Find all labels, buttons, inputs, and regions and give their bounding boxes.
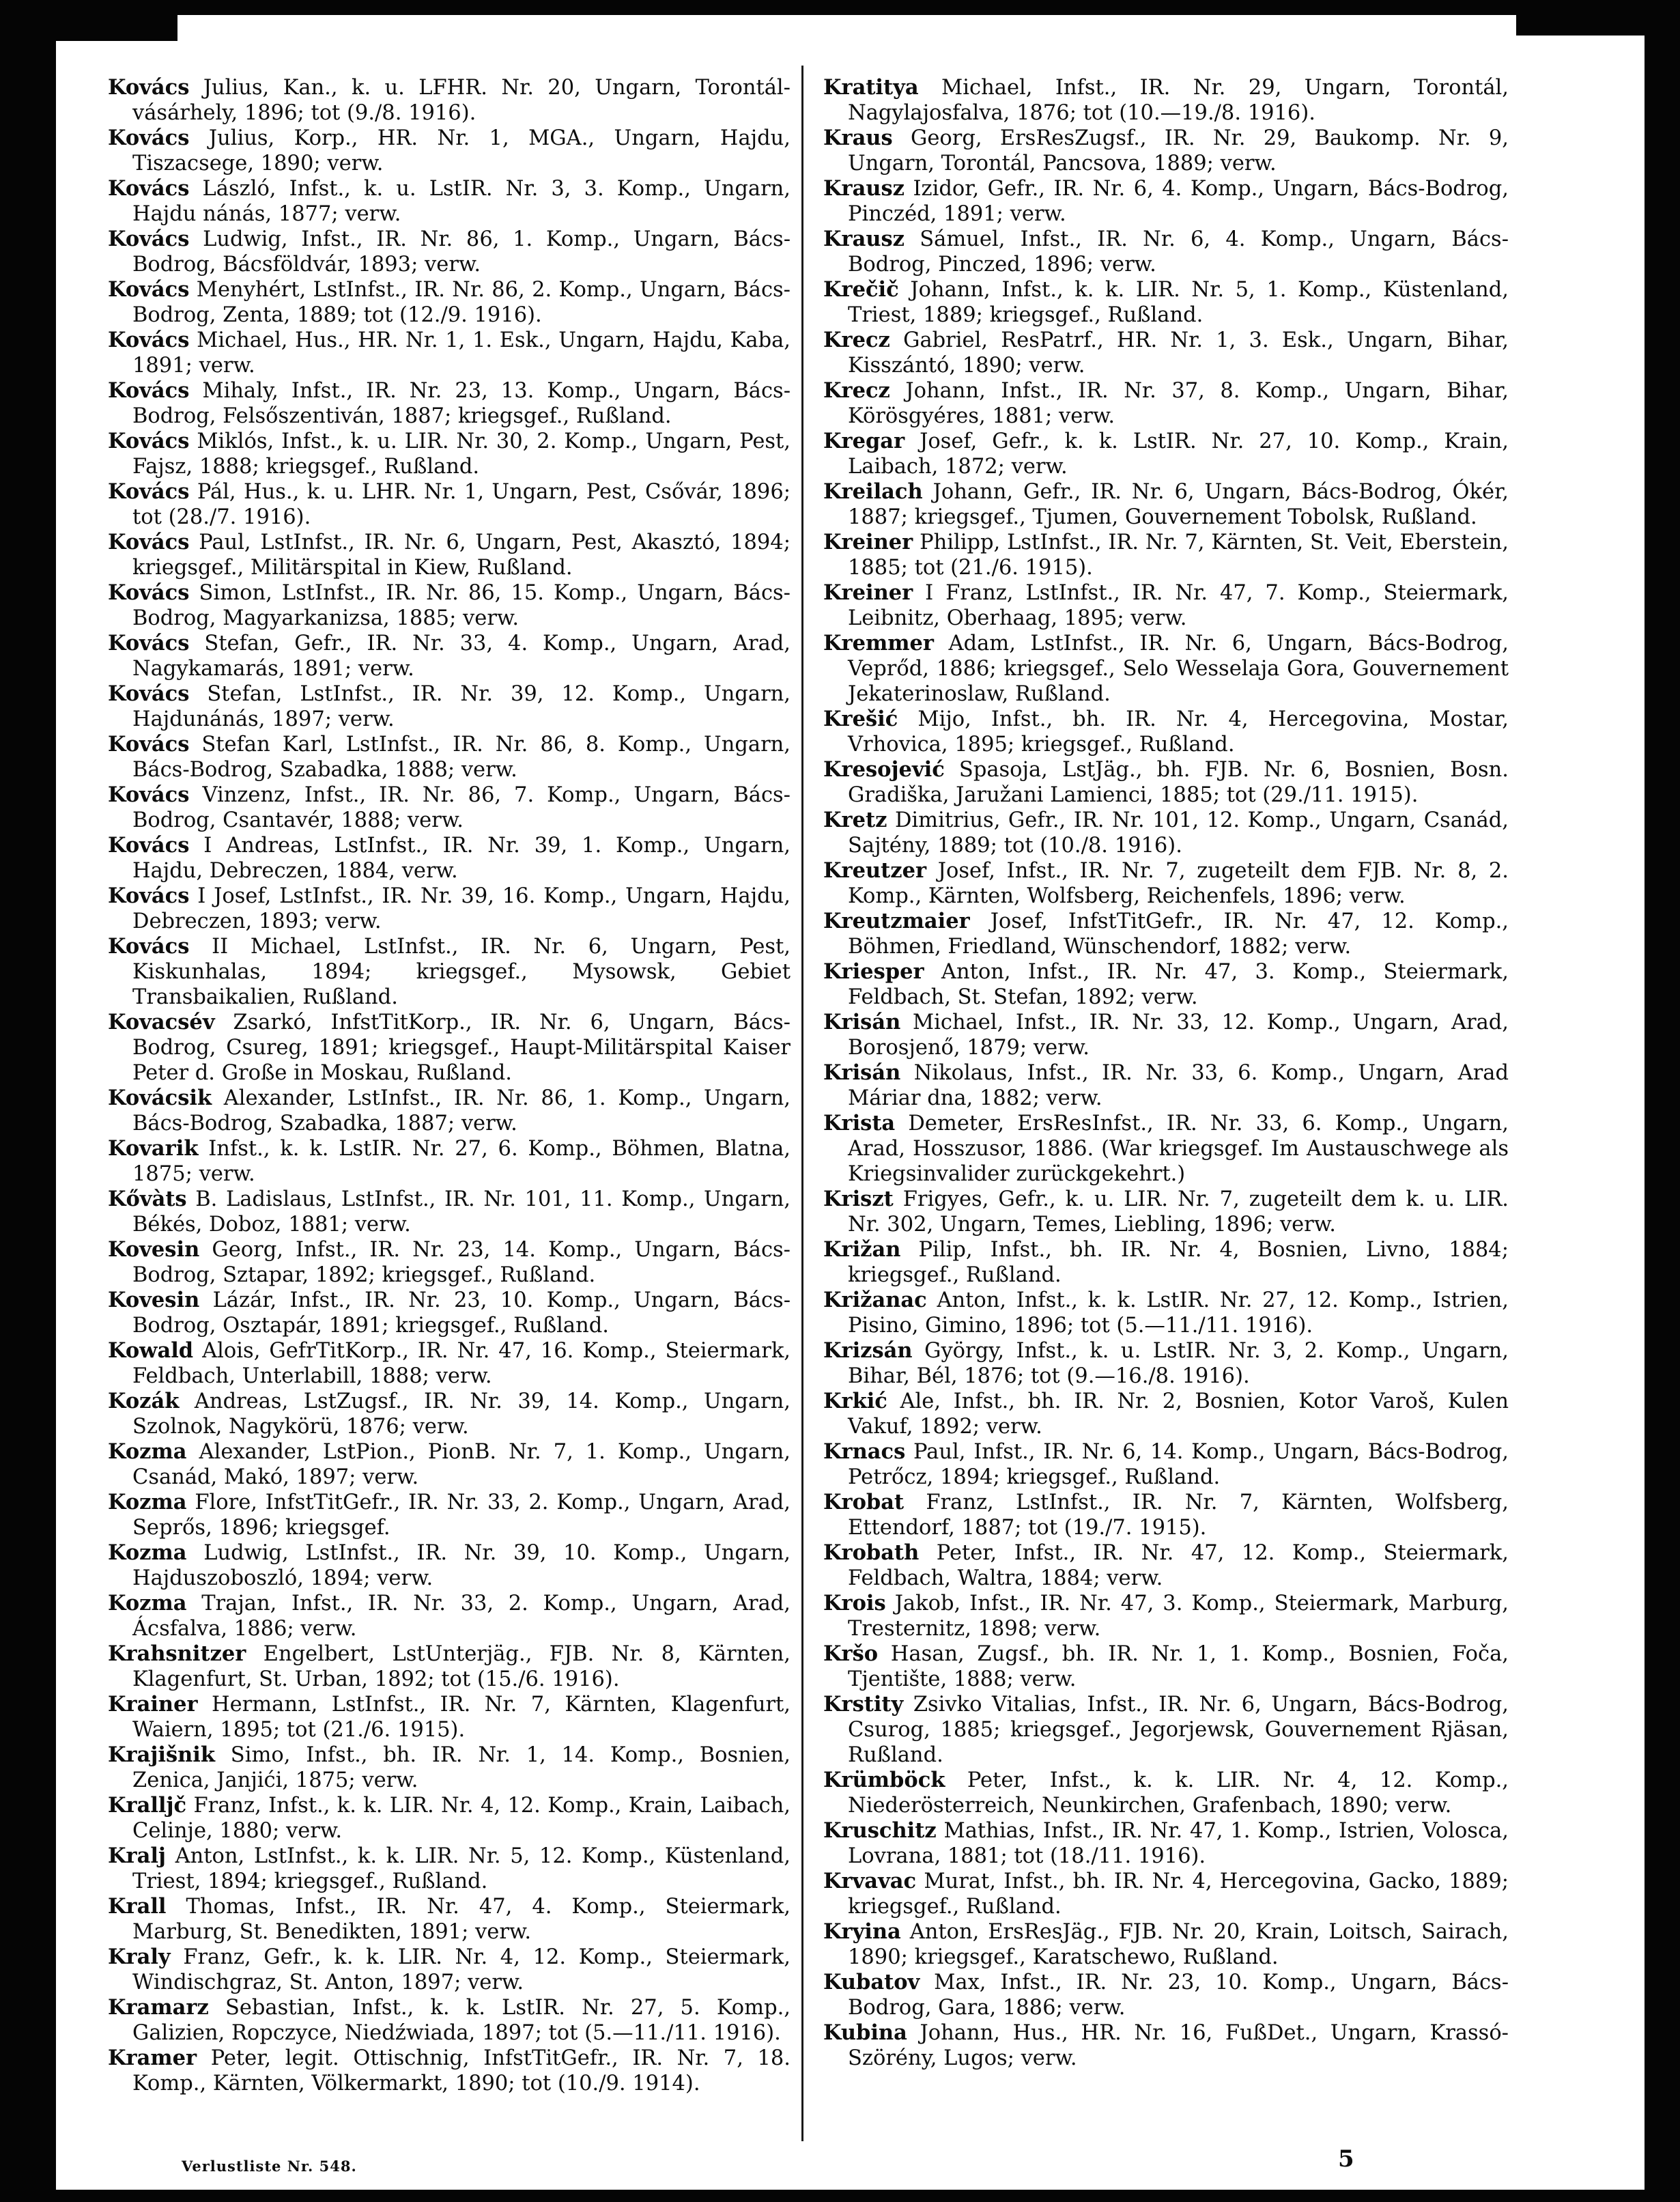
entry-details: Michael, Hus., HR. Nr. 1, 1. Esk., Ungarn, Hajdu, Kaba, 1891; verw.	[132, 328, 791, 378]
entry-surname: Kovács	[108, 631, 190, 655]
entry-surname: Kozák	[108, 1389, 180, 1413]
list-entry	[823, 1540, 1509, 1591]
list-entry	[823, 1439, 1509, 1490]
entry-surname: Krvavac	[823, 1869, 917, 1893]
entry-details: Demeter, ErsResInfst., IR. Nr. 33, 6. Komp., Ungarn, Arad, Hosszusor, 1886. (War kriegsgef. Im Austauschwege als Kriegsinvalider zurückgekehrt.)	[848, 1112, 1509, 1186]
entry-surname: Krois	[823, 1591, 886, 1615]
list-entry	[823, 479, 1509, 530]
list-entry	[108, 1591, 791, 1641]
entry-surname: Krisán	[823, 1060, 901, 1085]
list-entry	[823, 227, 1509, 277]
list-entry	[108, 1995, 791, 2046]
list-entry	[108, 1844, 791, 1894]
entry-details: Josef, Gefr., k. k. LstIR. Nr. 27, 10. Komp., Krain, Laibach, 1872; verw.	[848, 429, 1509, 479]
list-entry	[823, 909, 1509, 959]
list-entry	[108, 2046, 791, 2096]
entry-surname: Kovács	[108, 479, 190, 504]
entry-details: Anton, LstInfst., k. k. LIR. Nr. 5, 12. Komp., Küstenland, Triest, 1894; kriegsgef., Rußland.	[132, 1844, 791, 1893]
entry-surname: Kovács	[108, 732, 190, 757]
list-entry	[108, 479, 791, 530]
entry-details: Stefan Karl, LstInfst., IR. Nr. 86, 8. Komp., Ungarn, Bács-Bodrog, Szabadka, 1888; verw.	[132, 733, 791, 782]
entry-surname: Kovácsik	[108, 1086, 212, 1110]
list-entry	[108, 1439, 791, 1490]
entry-surname: Kovács	[108, 429, 190, 453]
list-entry	[823, 1010, 1509, 1060]
entry-details: Hasan, Zugsf., bh. IR. Nr. 1, 1. Komp., Bosnien, Foča, Tjentište, 1888; verw.	[848, 1642, 1509, 1691]
list-entry	[108, 1136, 791, 1187]
entry-surname: Kraly	[108, 1945, 171, 1969]
left-column	[108, 75, 791, 2096]
entry-details: Peter, legit. Ottischnig, InfstTitGefr., IR. Nr. 7, 18. Komp., Kärnten, Völkermarkt, 1890; tot (10./9. 1914).	[132, 2046, 791, 2095]
entry-details: Mihaly, Infst., IR. Nr. 23, 13. Komp., Ungarn, Bács-Bodrog, Felsőszentiván, 1887; kriegsgef., Rußland.	[132, 379, 791, 428]
list-entry	[823, 580, 1509, 631]
entry-surname: Križan	[823, 1237, 901, 1262]
entry-details: II Michael, LstInfst., IR. Nr. 6, Ungarn, Pest, Kiskunhalas, 1894; kriegsgef., Mysowsk, Gebiet Transbaikalien, Rußland.	[132, 935, 791, 1009]
entry-surname: Krkić	[823, 1389, 887, 1413]
list-entry	[108, 1086, 791, 1136]
entry-details: Alexander, LstInfst., IR. Nr. 86, 1. Komp., Ungarn, Bács-Bodrog, Szabadka, 1887; verw.	[132, 1086, 791, 1135]
entry-surname: Kozma	[108, 1490, 187, 1514]
list-entry	[823, 1768, 1509, 1818]
page-number: 5	[1338, 2145, 1354, 2173]
scan-corner-top-left	[0, 0, 177, 41]
entry-surname: Kovács	[108, 884, 190, 908]
entry-surname: Kovács	[108, 782, 190, 807]
list-entry	[823, 378, 1509, 429]
list-entry	[108, 328, 791, 378]
list-entry	[823, 75, 1509, 126]
list-entry	[823, 328, 1509, 378]
entry-details: I Andreas, LstInfst., IR. Nr. 39, 1. Komp., Ungarn, Hajdu, Debreczen, 1884, verw.	[132, 834, 791, 883]
entry-surname: Kozma	[108, 1591, 187, 1615]
entry-details: Dimitrius, Gefr., IR. Nr. 101, 12. Komp., Ungarn, Csanád, Sajtény, 1889; tot (10./8. 1916).	[848, 808, 1509, 858]
entry-surname: Kregar	[823, 429, 905, 453]
entry-details: Anton, ErsResJäg., FJB. Nr. 20, Krain, Loitsch, Sairach, 1890; kriegsgef., Karatschewo, Rußland.	[848, 1920, 1509, 1969]
entry-details: Nikolaus, Infst., IR. Nr. 33, 6. Komp., Ungarn, Arad Máriar dna, 1882; verw.	[848, 1061, 1509, 1110]
entry-details: Sámuel, Infst., IR. Nr. 6, 4. Komp., Ungarn, Bács-Bodrog, Pinczed, 1896; verw.	[848, 227, 1509, 277]
scan-border-left	[0, 0, 56, 2202]
entry-surname: Krobath	[823, 1540, 920, 1565]
entry-details: Alois, GefrTitKorp., IR. Nr. 47, 16. Komp., Steiermark, Feldbach, Unterlabill, 1888; verw.	[132, 1339, 791, 1388]
entry-details: Johann, Gefr., IR. Nr. 6, Ungarn, Bács-Bodrog, Ókér, 1887; kriegsgef., Tjumen, Gouvernement Tobolsk, Rußland.	[848, 480, 1509, 529]
entry-surname: Krecz	[823, 328, 890, 352]
entry-surname: Kovács	[108, 833, 190, 858]
entry-surname: Krisán	[823, 1010, 901, 1034]
list-entry	[823, 1919, 1509, 1970]
entry-details: Stefan, Gefr., IR. Nr. 33, 4. Komp., Ungarn, Arad, Nagykamarás, 1891; verw.	[132, 632, 791, 681]
entry-surname: Kršo	[823, 1641, 879, 1666]
entry-surname: Kozma	[108, 1439, 187, 1464]
list-entry	[108, 1945, 791, 1995]
entry-details: Izidor, Gefr., IR. Nr. 6, 4. Komp., Ungarn, Bács-Bodrog, Pinczéd, 1891; verw.	[848, 177, 1509, 226]
list-entry	[823, 1288, 1509, 1338]
entry-surname: Kovesin	[108, 1288, 200, 1312]
list-entry	[823, 530, 1509, 580]
list-entry	[108, 782, 791, 833]
entry-details: Mathias, Infst., IR. Nr. 47, 1. Komp., Istrien, Volosca, Lovrana, 1881; tot (18./11. 1916).	[848, 1819, 1509, 1868]
entry-details: Georg, Infst., IR. Nr. 23, 14. Komp., Ungarn, Bács-Bodrog, Sztapar, 1892; kriegsgef., Rußland.	[132, 1238, 791, 1287]
entry-details: Pilip, Infst., bh. IR. Nr. 4, Bosnien, Livno, 1884; kriegsgef., Rußland.	[848, 1238, 1509, 1287]
list-entry	[108, 1288, 791, 1338]
list-entry	[108, 1641, 791, 1692]
entry-details: I Franz, LstInfst., IR. Nr. 47, 7. Komp., Steiermark, Leibnitz, Oberhaag, 1895; verw.	[848, 581, 1509, 630]
list-entry	[108, 580, 791, 631]
list-entry	[108, 1793, 791, 1844]
list-entry	[108, 1010, 791, 1086]
right-column	[823, 75, 1509, 2071]
entry-details: Mijo, Infst., bh. IR. Nr. 4, Hercegovina, Mostar, Vrhovica, 1895; kriegsgef., Rußland.	[848, 707, 1509, 757]
entry-details: György, Infst., k. u. LstIR. Nr. 3, 2. Komp., Ungarn, Bihar, Bél, 1876; tot (9.—16./8. 1916).	[848, 1339, 1509, 1388]
list-entry	[108, 126, 791, 176]
entry-details: Jakob, Infst., IR. Nr. 47, 3. Komp., Steiermark, Marburg, Tresternitz, 1898; verw.	[848, 1592, 1509, 1641]
entry-details: Johann, Infst., k. k. LIR. Nr. 5, 1. Komp., Küstenland, Triest, 1889; kriegsgef., Rußland.	[848, 278, 1509, 327]
entry-surname: Kovács	[108, 934, 190, 959]
list-entry	[108, 631, 791, 681]
list-entry	[108, 1389, 791, 1439]
entry-surname: Kramarz	[108, 1995, 209, 2020]
list-entry	[823, 808, 1509, 858]
list-entry	[823, 1060, 1509, 1111]
entry-details: Frigyes, Gefr., k. u. LIR. Nr. 7, zugeteilt dem k. u. LIR. Nr. 302, Ungarn, Temes, Liebling, 1896; verw.	[848, 1187, 1509, 1237]
entry-details: Engelbert, LstUnterjäg., FJB. Nr. 8, Kärnten, Klagenfurt, St. Urban, 1892; tot (15./6. 1916).	[132, 1642, 791, 1691]
scan-border-top	[0, 0, 1680, 15]
list-entry	[108, 1894, 791, 1945]
list-entry	[108, 732, 791, 782]
entry-surname: Kriszt	[823, 1187, 894, 1211]
entry-surname: Krajišnik	[108, 1742, 216, 1767]
entry-surname: Kovacsév	[108, 1010, 215, 1034]
entry-surname: Kovács	[108, 126, 190, 150]
list-entry	[823, 1338, 1509, 1389]
entry-surname: Krista	[823, 1111, 896, 1135]
entry-details: Sebastian, Infst., k. k. LstIR. Nr. 27, 5. Komp., Galizien, Ropczyce, Niedźwiada, 1897; tot (5.—11./11. 1916).	[132, 1996, 791, 2045]
entry-surname: Kralj	[108, 1844, 166, 1868]
list-entry	[108, 1338, 791, 1389]
entry-details: Stefan, LstInfst., IR. Nr. 39, 12. Komp., Ungarn, Hajdunánás, 1897; verw.	[132, 682, 791, 731]
entry-details: Zsivko Vitalias, Infst., IR. Nr. 6, Ungarn, Bács-Bodrog, Csurog, 1885; kriegsgef., Jegorjewsk, Gouvernement Rjäsan, Rußland.	[848, 1693, 1509, 1767]
list-entry	[108, 1540, 791, 1591]
list-entry	[108, 1490, 791, 1540]
list-entry	[823, 631, 1509, 707]
entry-surname: Kreiner	[823, 530, 913, 554]
entry-surname: Krizsán	[823, 1338, 913, 1363]
list-entry	[823, 1692, 1509, 1768]
list-entry	[108, 833, 791, 884]
entry-surname: Kovács	[108, 75, 190, 100]
entry-details: Menyhért, LstInfst., IR. Nr. 86, 2. Komp., Ungarn, Bács-Bodrog, Zenta, 1889; tot (12./9. 1916).	[132, 278, 791, 327]
list-entry	[108, 429, 791, 479]
entry-details: Peter, Infst., k. k. LIR. Nr. 4, 12. Komp., Niederösterreich, Neunkirchen, Grafenbach, 1890; verw.	[848, 1768, 1509, 1818]
entry-details: Georg, ErsResZugsf., IR. Nr. 29, Baukomp. Nr. 9, Ungarn, Torontál, Pancsova, 1889; verw.	[848, 126, 1509, 175]
entry-surname: Kryina	[823, 1919, 901, 1944]
entry-details: Simon, LstInfst., IR. Nr. 86, 15. Komp., Ungarn, Bács-Bodrog, Magyarkanizsa, 1885; verw.	[132, 581, 791, 630]
entry-surname: Krstity	[823, 1692, 904, 1717]
list-entry	[823, 2020, 1509, 2071]
list-entry	[108, 176, 791, 227]
entry-surname: Krečič	[823, 277, 899, 302]
entry-details: Andreas, LstZugsf., IR. Nr. 39, 14. Komp., Ungarn, Szolnok, Nagykörü, 1876; verw.	[132, 1389, 791, 1439]
list-entry	[108, 75, 791, 126]
entry-details: Franz, Gefr., k. k. LIR. Nr. 4, 12. Komp., Steiermark, Windischgraz, St. Anton, 1897; verw.	[132, 1945, 791, 1994]
entry-surname: Kresojević	[823, 757, 945, 782]
entry-details: B. Ladislaus, LstInfst., IR. Nr. 101, 11. Komp., Ungarn, Békés, Doboz, 1881; verw.	[132, 1187, 791, 1237]
entry-details: Pál, Hus., k. u. LHR. Nr. 1, Ungarn, Pest, Csővár, 1896; tot (28./7. 1916).	[132, 480, 791, 529]
entry-details: Gabriel, ResPatrf., HR. Nr. 1, 3. Esk., Ungarn, Bihar, Kisszántó, 1890; verw.	[848, 328, 1509, 378]
entry-surname: Kowald	[108, 1338, 194, 1363]
list-entry	[108, 1742, 791, 1793]
entry-details: Philipp, LstInfst., IR. Nr. 7, Kärnten, St. Veit, Eberstein, 1885; tot (21./6. 1915).	[848, 531, 1509, 580]
entry-surname: Kovács	[108, 681, 190, 706]
scan-border-right	[1645, 0, 1680, 2202]
entry-details: Anton, Infst., IR. Nr. 47, 3. Komp., Steiermark, Feldbach, St. Stefan, 1892; verw.	[848, 960, 1509, 1009]
entry-surname: Kretz	[823, 808, 887, 832]
entry-details: Peter, Infst., IR. Nr. 47, 12. Komp., Steiermark, Feldbach, Waltra, 1884; verw.	[848, 1541, 1509, 1590]
entry-surname: Kovács	[108, 176, 190, 201]
list-entry	[108, 277, 791, 328]
list-entry	[823, 1389, 1509, 1439]
entry-details: Michael, Infst., IR. Nr. 29, Ungarn, Torontál, Nagylajosfalva, 1876; tot (10.—19./8. 1916).	[848, 76, 1509, 125]
list-entry	[823, 959, 1509, 1010]
entry-surname: Krobat	[823, 1490, 905, 1514]
entry-details: Flore, InfstTitGefr., IR. Nr. 33, 2. Komp., Ungarn, Arad, Seprős, 1896; kriegsgef.	[132, 1491, 791, 1540]
entry-surname: Kraus	[823, 126, 893, 150]
entry-surname: Krešić	[823, 707, 898, 731]
list-entry	[823, 1970, 1509, 2020]
entry-surname: Kubina	[823, 2020, 907, 2045]
entry-details: Johann, Infst., IR. Nr. 37, 8. Komp., Ungarn, Bihar, Körösgyéres, 1881; verw.	[848, 379, 1509, 428]
entry-surname: Kovács	[108, 378, 190, 403]
entry-surname: Kreutzmaier	[823, 909, 970, 933]
entry-surname: Kreilach	[823, 479, 923, 504]
column-divider	[801, 66, 803, 2141]
entry-surname: Kubatov	[823, 1970, 920, 1994]
list-entry	[108, 1692, 791, 1742]
entry-surname: Krnacs	[823, 1439, 906, 1464]
entry-surname: Kriesper	[823, 959, 924, 984]
list-entry	[823, 429, 1509, 479]
entry-surname: Kruschitz	[823, 1818, 937, 1843]
list-entry	[108, 1237, 791, 1288]
entry-details: László, Infst., k. u. LstIR. Nr. 3, 3. Komp., Ungarn, Hajdu nánás, 1877; verw.	[132, 177, 791, 226]
list-entry	[108, 227, 791, 277]
entry-details: Franz, Infst., k. k. LIR. Nr. 4, 12. Komp., Krain, Laibach, Celinje, 1880; verw.	[132, 1794, 791, 1843]
list-entry	[823, 858, 1509, 909]
entry-surname: Kralljč	[108, 1793, 187, 1818]
entry-details: Adam, LstInfst., IR. Nr. 6, Ungarn, Bács-Bodrog, Veprőd, 1886; kriegsgef., Selo Wesselaja Gora, Gouvernement Jekaterinoslaw, Rußland.	[848, 632, 1509, 706]
entry-details: Max, Infst., IR. Nr. 23, 10. Komp., Ungarn, Bács-Bodrog, Gara, 1886; verw.	[848, 1971, 1509, 2020]
entry-surname: Kovács	[108, 227, 190, 251]
list-entry	[823, 1490, 1509, 1540]
list-entry	[108, 1187, 791, 1237]
entry-surname: Krümböck	[823, 1768, 945, 1792]
entry-details: Alexander, LstPion., PionB. Nr. 7, 1. Komp., Ungarn, Csanád, Makó, 1897; verw.	[132, 1440, 791, 1489]
entry-details: Miklós, Infst., k. u. LIR. Nr. 30, 2. Komp., Ungarn, Pest, Fajsz, 1888; kriegsgef., Rußland.	[132, 429, 791, 479]
entry-surname: Kremmer	[823, 631, 935, 655]
entry-details: Anton, Infst., k. k. LstIR. Nr. 27, 12. Komp., Istrien, Pisino, Gimino, 1896; tot (5.—11./11. 1916).	[848, 1288, 1509, 1338]
entry-details: Simo, Infst., bh. IR. Nr. 1, 14. Komp., Bosnien, Zenica, Janjići, 1875; verw.	[132, 1743, 791, 1792]
list-entry	[823, 126, 1509, 176]
list-entry	[823, 707, 1509, 757]
list-entry	[108, 378, 791, 429]
list-entry	[823, 1641, 1509, 1692]
list-entry	[823, 1591, 1509, 1641]
entry-surname: Kreiner	[823, 580, 913, 605]
entry-surname: Kovarik	[108, 1136, 199, 1161]
scan-border-bottom	[0, 2190, 1680, 2202]
entry-details: Josef, Infst., IR. Nr. 7, zugeteilt dem FJB. Nr. 8, 2. Komp., Kärnten, Wolfsberg, Reichenfels, 1896; verw.	[848, 859, 1509, 908]
entry-surname: Krecz	[823, 378, 890, 403]
entry-surname: Kovesin	[108, 1237, 200, 1262]
entry-details: Trajan, Infst., IR. Nr. 33, 2. Komp., Ungarn, Arad, Ácsfalva, 1886; verw.	[132, 1592, 791, 1641]
entry-surname: Krainer	[108, 1692, 198, 1717]
list-entry	[823, 1237, 1509, 1288]
list-entry	[823, 1111, 1509, 1187]
entry-surname: Kramer	[108, 2046, 197, 2070]
entry-details: Vinzenz, Infst., IR. Nr. 86, 7. Komp., Ungarn, Bács-Bodrog, Csantavér, 1888; verw.	[132, 783, 791, 832]
entry-details: Murat, Infst., bh. IR. Nr. 4, Hercegovina, Gacko, 1889; kriegsgef., Rußland.	[848, 1869, 1509, 1919]
entry-surname: Kovács	[108, 277, 190, 302]
entry-surname: Krall	[108, 1894, 167, 1919]
entry-details: Zsarkó, InfstTitKorp., IR. Nr. 6, Ungarn, Bács-Bodrog, Csureg, 1891; kriegsgef., Haupt-Militärspital Kaiser Peter d. Große in Moskau, Rußland.	[132, 1011, 791, 1085]
list-entry	[108, 934, 791, 1010]
entry-details: Lázár, Infst., IR. Nr. 23, 10. Komp., Ungarn, Bács-Bodrog, Osztapár, 1891; kriegsgef., Rußland.	[132, 1288, 791, 1338]
scan-corner-top-right	[1516, 0, 1680, 36]
entry-surname: Kovács	[108, 580, 190, 605]
list-entry	[108, 681, 791, 732]
entry-surname: Kratitya	[823, 75, 919, 100]
list-signature: Verlustliste Nr. 548.	[182, 2158, 357, 2175]
entry-surname: Kővàts	[108, 1187, 187, 1211]
list-entry	[823, 1187, 1509, 1237]
entry-details: Ludwig, Infst., IR. Nr. 86, 1. Komp., Ungarn, Bács-Bodrog, Bácsföldvár, 1893; verw.	[132, 227, 791, 277]
list-entry	[823, 277, 1509, 328]
list-entry	[823, 176, 1509, 227]
entry-details: Ludwig, LstInfst., IR. Nr. 39, 10. Komp., Ungarn, Hajduszoboszló, 1894; verw.	[132, 1541, 791, 1590]
entry-surname: Krahsnitzer	[108, 1641, 246, 1666]
entry-surname: Kovács	[108, 530, 190, 554]
entry-details: Ale, Infst., bh. IR. Nr. 2, Bosnien, Kotor Varoš, Kulen Vakuf, 1892; verw.	[848, 1389, 1509, 1439]
entry-details: Johann, Hus., HR. Nr. 16, FußDet., Ungarn, Krassó-Szörény, Lugos; verw.	[848, 2021, 1509, 2070]
entry-details: Hermann, LstInfst., IR. Nr. 7, Kärnten, Klagenfurt, Waiern, 1895; tot (21./6. 1915).	[132, 1693, 791, 1742]
entry-details: Paul, Infst., IR. Nr. 6, 14. Komp., Ungarn, Bács-Bodrog, Petrőcz, 1894; kriegsgef., Rußland.	[848, 1440, 1509, 1489]
entry-details: Michael, Infst., IR. Nr. 33, 12. Komp., Ungarn, Arad, Borosjenő, 1879; verw.	[848, 1011, 1509, 1060]
entry-details: Spasoja, LstJäg., bh. FJB. Nr. 6, Bosnien, Bosn. Gradiška, Jaružani Lamienci, 1885; tot (29./11. 1915).	[848, 758, 1509, 807]
list-entry	[823, 1818, 1509, 1869]
entry-surname: Kozma	[108, 1540, 187, 1565]
entry-details: Thomas, Infst., IR. Nr. 47, 4. Komp., Steiermark, Marburg, St. Benedikten, 1891; verw.	[132, 1895, 791, 1944]
list-entry	[108, 884, 791, 934]
entry-details: Julius, Kan., k. u. LFHR. Nr. 20, Ungarn, Torontál-vásárhely, 1896; tot (9./8. 1916).	[132, 76, 791, 125]
entry-surname: Krausz	[823, 227, 905, 251]
list-entry	[823, 757, 1509, 808]
entry-details: Infst., k. k. LstIR. Nr. 27, 6. Komp., Böhmen, Blatna, 1875; verw.	[132, 1137, 791, 1186]
entry-details: Paul, LstInfst., IR. Nr. 6, Ungarn, Pest, Akasztó, 1894; kriegsgef., Militärspital in Kiew, Rußland.	[132, 531, 791, 580]
entry-details: Julius, Korp., HR. Nr. 1, MGA., Ungarn, Hajdu, Tiszacsege, 1890; verw.	[132, 126, 791, 175]
entry-details: Josef, InfstTitGefr., IR. Nr. 47, 12. Komp., Böhmen, Friedland, Wünschendorf, 1882; verw.	[848, 909, 1509, 959]
entry-details: I Josef, LstInfst., IR. Nr. 39, 16. Komp., Ungarn, Hajdu, Debreczen, 1893; verw.	[132, 884, 791, 933]
entry-surname: Kreutzer	[823, 858, 927, 883]
entry-surname: Križanac	[823, 1288, 927, 1312]
entry-details: Franz, LstInfst., IR. Nr. 7, Kärnten, Wolfsberg, Ettendorf, 1887; tot (19./7. 1915).	[848, 1491, 1509, 1540]
list-entry	[823, 1869, 1509, 1919]
list-entry	[108, 530, 791, 580]
entry-surname: Krausz	[823, 176, 905, 201]
entry-surname: Kovács	[108, 328, 190, 352]
